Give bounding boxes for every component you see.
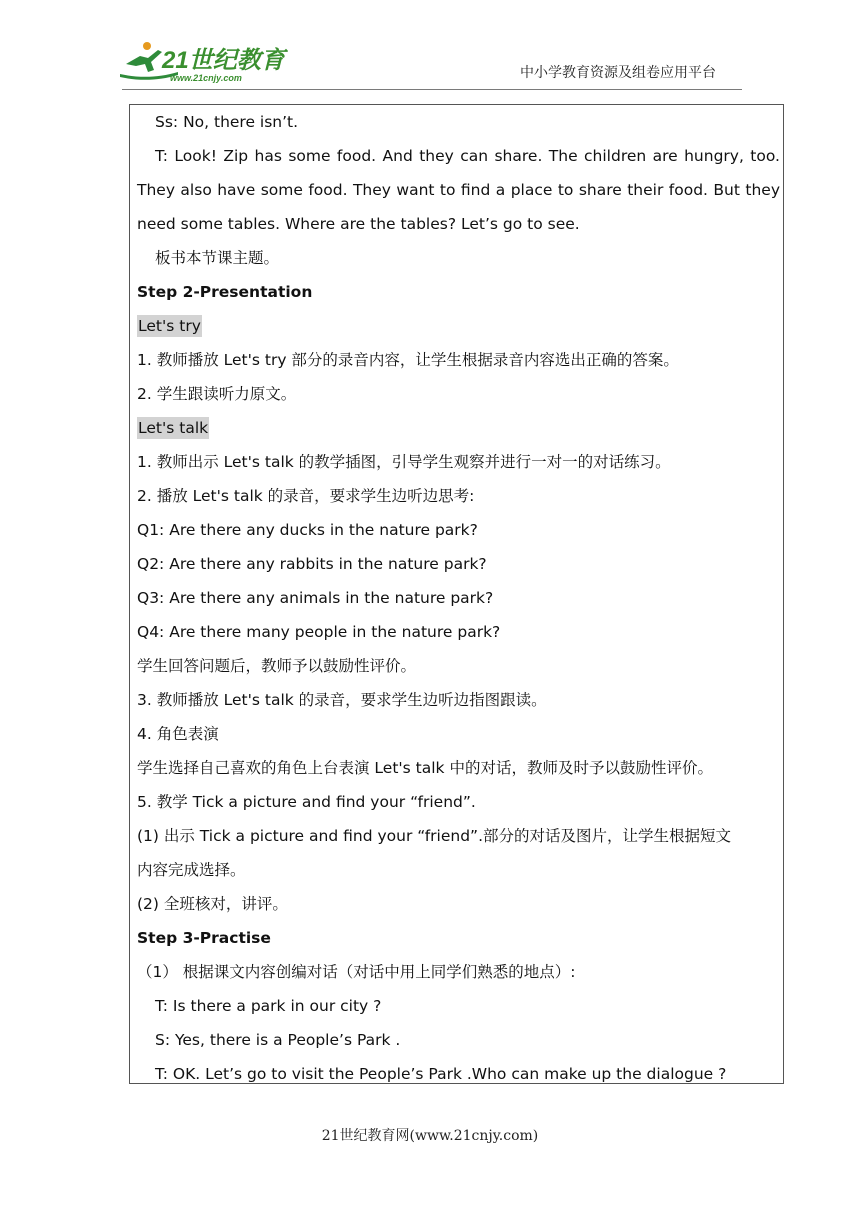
logo xyxy=(118,38,288,84)
text-line: 学生选择自己喜欢的角色上台表演 Let's talk 中的对话，教师及时予以鼓励性评价。 xyxy=(137,759,713,777)
question-line: Q2: Are there any rabbits in the nature park? xyxy=(137,555,487,573)
logo-url: www.21cnjy.com xyxy=(170,73,242,83)
page-footer: 21世纪教育网(www.21cnjy.com) xyxy=(321,1128,539,1144)
highlighted-label: Let's talk xyxy=(138,419,209,437)
runner-logo-icon xyxy=(118,38,288,84)
section-heading-text: Step 2-Presentation xyxy=(137,283,313,301)
text-line: T: Look! Zip has some food. And they can share. The children are hungry, too. xyxy=(155,147,780,165)
logo-text: 21世纪教育 xyxy=(162,47,285,74)
text-line: They also have some food. They want to find a place to share their food. But they xyxy=(137,181,780,199)
question-line: Q1: Are there any ducks in the nature park? xyxy=(137,521,478,539)
text-line: 1. 教师播放 Let's try 部分的录音内容，让学生根据录音内容选出正确的答案。 xyxy=(137,351,679,369)
text-line: (1) 出示 Tick a picture and find your “friend”.部分的对话及图片，让学生根据短文 xyxy=(137,827,732,845)
text-line: (2) 全班核对，讲评。 xyxy=(137,895,288,913)
text-line: 5. 教学 Tick a picture and find your “friend”. xyxy=(137,793,476,811)
platform-name: 中小学教育资源及组卷应用平台 xyxy=(520,65,716,81)
text-line: 2. 播放 Let's talk 的录音，要求学生边听边思考: xyxy=(137,487,475,505)
section-heading-text: Step 3-Practise xyxy=(137,929,271,947)
dialogue-line: T: OK. Let’s go to visit the People’s Park .Who can make up the dialogue ? xyxy=(155,1065,727,1083)
text-line: 1. 教师出示 Let's talk 的教学插图，引导学生观察并进行一对一的对话练习。 xyxy=(137,453,671,471)
text-line: need some tables. Where are the tables? Let’s go to see. xyxy=(137,215,580,233)
question-line: Q3: Are there any animals in the nature park? xyxy=(137,589,494,607)
text-line: 板书本节课主题。 xyxy=(155,249,280,267)
subsection-label xyxy=(137,309,780,343)
subsection-label xyxy=(137,411,780,445)
text-line: Ss: No, there isn’t. xyxy=(155,113,299,131)
text-line: 学生回答问题后，教师予以鼓励性评价。 xyxy=(137,657,417,675)
header-divider xyxy=(122,89,742,90)
text-line: 3. 教师播放 Let's talk 的录音，要求学生边听边指图跟读。 xyxy=(137,691,547,709)
text-line: 4. 角色表演 xyxy=(137,725,219,743)
text-line: （1） 根据课文内容创编对话（对话中用上同学们熟悉的地点）: xyxy=(137,963,576,981)
page-header xyxy=(0,0,860,100)
question-line: Q4: Are there many people in the nature park? xyxy=(137,623,501,641)
section-heading xyxy=(137,275,780,309)
text-line: 2. 学生跟读听力原文。 xyxy=(137,385,297,403)
text-line: 内容完成选择。 xyxy=(137,861,246,879)
highlighted-label: Let's try xyxy=(138,317,201,335)
section-heading xyxy=(137,921,780,955)
dialogue-line: T: Is there a park in our city ? xyxy=(155,997,382,1015)
dialogue-line: S: Yes, there is a People’s Park . xyxy=(155,1031,401,1049)
